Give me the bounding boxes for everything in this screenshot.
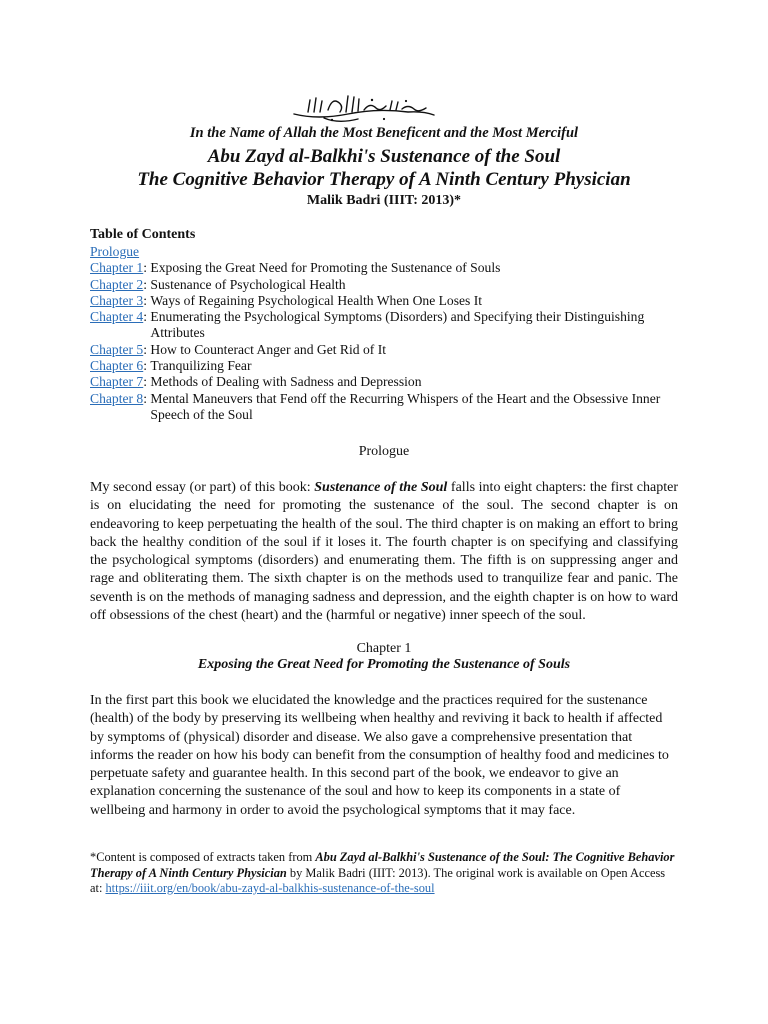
- toc-title-chapter-2: Sustenance of Psychological Health: [150, 276, 346, 292]
- basmala-calligraphy-icon: [288, 92, 438, 126]
- chapter-1-paragraph: In the first part this book we elucidated the knowledge and the practices required for the sustenance (health) of the body by preserving its wellbeing when healthy and reviving it back to health if affected by symptoms of (physical) disorder and disease. We also gave a comprehensive presentation that informs the reader on how his body can benefit from the consumption of healthy food and medicines to perpetuate safety and guarantee health. In this second part of the book, we endeavor to give an explanation concerning the sustenance of the soul and how to keep its components in a state of wellbeing and harmony in order to avoid the psychological symptoms that it may face.: [90, 693, 669, 818]
- toc-link-chapter-1[interactable]: Chapter 1: [90, 260, 144, 276]
- toc-link-chapter-2[interactable]: Chapter 2: [90, 276, 144, 292]
- toc-item-chapter-2: Chapter 2 : Sustenance of Psychological Health: [90, 277, 690, 293]
- footnote-middle: by Malik Badri (IIIT: 2013). The original work is available on Open Access at:: [90, 865, 666, 895]
- toc-title-chapter-6: Tranquilizing Fear: [150, 358, 252, 374]
- prologue-heading: Prologue: [358, 444, 410, 459]
- toc-link-prologue[interactable]: Prologue: [90, 244, 140, 259]
- toc-link-chapter-4[interactable]: Chapter 4: [90, 309, 144, 325]
- toc-item-chapter-3: Chapter 3 : Ways of Regaining Psychological Health When One Loses It: [90, 293, 690, 309]
- toc-link-chapter-8[interactable]: Chapter 8: [90, 390, 144, 406]
- book-title: Abu Zayd al-Balkhi's Sustenance of the Soul: [207, 146, 561, 167]
- toc-item-chapter-6: Chapter 6 : Tranquilizing Fear: [90, 358, 690, 374]
- toc-item-chapter-1: Chapter 1 : Exposing the Great Need for Promoting the Sustenance of Souls: [90, 260, 690, 276]
- toc-item-chapter-8: Chapter 8 : Mental Maneuvers that Fend off the Recurring Whispers of the Heart and the Obsessive Inner Speech of the Soul: [90, 391, 690, 424]
- toc-item-chapter-4: Chapter 4 : Enumerating the Psychological Symptoms (Disorders) and Specifying their Distinguishing Attributes: [90, 309, 690, 342]
- toc-title-chapter-3: Ways of Regaining Psychological Health When One Loses It: [150, 292, 483, 308]
- toc-link-chapter-5[interactable]: Chapter 5: [90, 341, 144, 357]
- prologue-body: falls into eight chapters: the first chapter is on elucidating the need for promoting the sustenance of the soul. The second chapter is on endeavoring to keep perpetuating the health of the soul. The third chapter is on making an effort to bring back the healthy condition of the soul if it loses it. The fourth chapter is on specifying and classifying the psychological symptoms (disorders) and enumerating them. The fifth is on suppressing anger and rage and obliterating them. The sixth chapter is on the methods used to tranquilize fear and panic. The seventh is on the methods of managing sadness and depression, and the eighth chapter is on how to ward off obsessions of the chest (heart) and the (harmful or negative) inner speech of the soul.: [90, 480, 678, 624]
- prologue-paragraph: [90, 479, 678, 625]
- book-subtitle: The Cognitive Behavior Therapy of A Ninth Century Physician: [137, 169, 631, 190]
- chapter-1-heading: Chapter 1: [356, 641, 412, 656]
- footnote: [90, 850, 680, 897]
- toc-item-chapter-7: Chapter 7 : Methods of Dealing with Sadness and Depression: [90, 374, 690, 390]
- toc-link-chapter-3[interactable]: Chapter 3: [90, 292, 144, 308]
- prologue-emphasis: Sustenance of the Soul: [314, 480, 448, 495]
- footnote-source-title: Abu Zayd al-Balkhi's Sustenance of the Soul: The Cognitive Behavior Therapy of A Ninth Century Physician: [90, 850, 675, 880]
- toc-title-chapter-4: Enumerating the Psychological Symptoms (Disorders) and Specifying their Distinguishing Attributes: [150, 309, 645, 341]
- toc-title-chapter-8: Mental Maneuvers that Fend off the Recurring Whispers of the Heart and the Obsessive Inner Speech of the Soul: [150, 390, 661, 422]
- chapter-1-subtitle: Exposing the Great Need for Promoting the Sustenance of Souls: [197, 657, 571, 672]
- invocation-line: In the Name of Allah the Most Beneficent and the Most Merciful: [189, 125, 579, 141]
- toc-item-prologue: [90, 244, 690, 260]
- toc-title-chapter-5: How to Counteract Anger and Get Rid of It: [150, 341, 386, 357]
- footnote-lead: *Content is composed of extracts taken from: [90, 850, 316, 864]
- prologue-lead: My second essay (or part) of this book:: [90, 480, 315, 495]
- toc-link-chapter-6[interactable]: Chapter 6: [90, 358, 144, 374]
- toc-title-chapter-7: Methods of Dealing with Sadness and Depression: [150, 374, 422, 390]
- table-of-contents: [90, 244, 690, 423]
- toc-heading: Table of Contents: [90, 227, 196, 242]
- toc-item-chapter-5: Chapter 5 : How to Counteract Anger and Get Rid of It: [90, 342, 690, 358]
- toc-link-chapter-7[interactable]: Chapter 7: [90, 374, 144, 390]
- footnote-link[interactable]: https://iiit.org/en/book/abu-zayd-al-balkhis-sustenance-of-the-soul: [105, 881, 435, 895]
- author-line: Malik Badri (IIIT: 2013)*: [306, 193, 462, 208]
- toc-title-chapter-1: Exposing the Great Need for Promoting the Sustenance of Souls: [150, 260, 501, 276]
